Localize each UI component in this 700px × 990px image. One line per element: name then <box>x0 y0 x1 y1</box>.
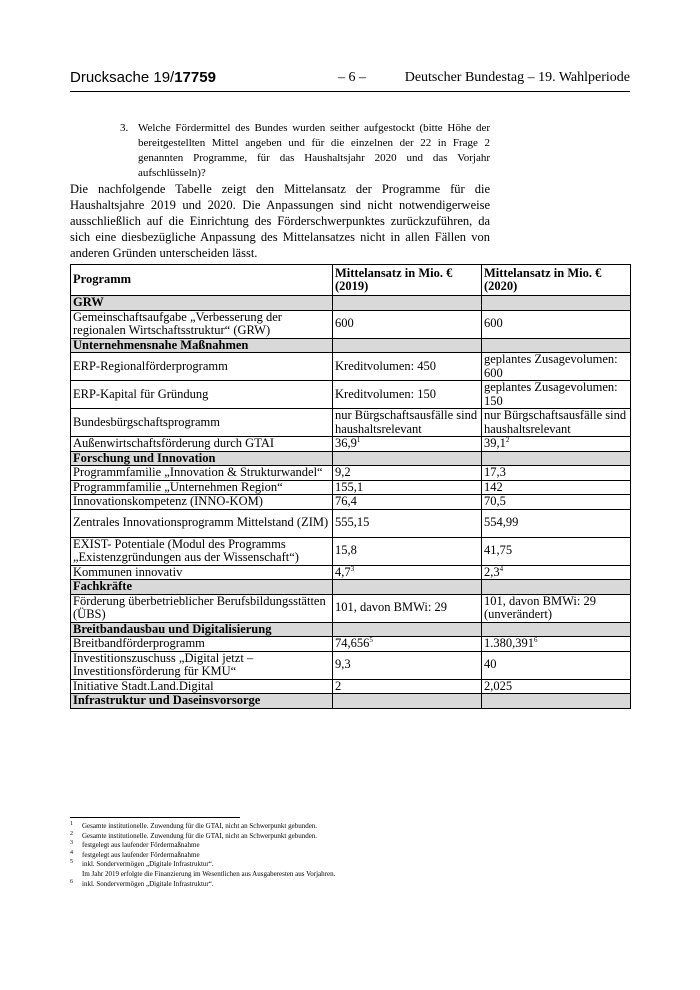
value-cell-2020 <box>482 537 631 565</box>
value-cell-2020 <box>482 565 631 580</box>
value-cell-2020 <box>482 651 631 679</box>
value-2020: 101, davon BMWi: 29 (unverändert) <box>484 593 596 621</box>
footnote-text: festgelegt aus laufender Fördermaßnahme <box>82 850 200 859</box>
section-row <box>71 580 631 595</box>
footnote-text: Gesamte institutionelle. Zuwendung für die GTAI, nicht an Schwerpunkt gebunden. <box>82 822 318 830</box>
value-cell-2020 <box>482 381 631 409</box>
value-cell-2019 <box>333 651 482 679</box>
question-text: Welche Fördermittel des Bundes wurden seither aufgestockt (bitte Höhe der bereitgestellten Mittel angeben und für die einzelnen der 22 in Frage 2 genannten Programme, für das Haushaltsjahr 2020 und das Vorjahr aufschlüsseln)? <box>138 122 490 179</box>
section-row <box>71 296 631 311</box>
value-cell-2020 <box>482 637 631 652</box>
value-cell-2019 <box>333 537 482 565</box>
value-2019: 4,7 <box>335 564 351 579</box>
value-2019: 155,1 <box>335 479 364 494</box>
value-cell-2020 <box>482 466 631 481</box>
table-row <box>71 637 631 652</box>
value-cell-2020 <box>482 495 631 510</box>
value-cell-2020 <box>482 409 631 437</box>
footnote-text: inkl. Sondervermögen „Digitale Infrastruktur“. <box>82 860 214 869</box>
footnote-mark: 1 <box>70 821 73 827</box>
value-cell-2019 <box>333 679 482 694</box>
footnote-continuation: Im Jahr 2019 erfolgte die Finanzierung im Wesentlichen aus Ausgaberesten aus Vorjahren. <box>82 869 336 878</box>
value-2019: Kreditvolumen: 150 <box>335 386 437 401</box>
program-cell: ERP-Regionalförderprogramm <box>71 353 333 381</box>
table-row <box>71 509 631 537</box>
footnote <box>70 832 630 842</box>
footnote <box>70 880 630 890</box>
value-2019: Kreditvolumen: 450 <box>335 358 437 373</box>
intro-paragraph: Die nachfolgende Tabelle zeigt den Mittelansatz der Programme für die Haushaltsjahre 2019 und 2020. Die Anpassungen sind nicht notwendigerweise ausschließlich auf die Einrichtung des Förderschwerpunktes zurückzuführen, da sich eine diesbezügliche Anpassung des Mittelansatzes nicht in allen Fällen von anderen Gründen unterscheiden lässt. <box>70 182 490 260</box>
program-cell: Zentrales Innovationsprogramm Mittelstand (ZIM) <box>71 509 333 537</box>
question-number: 3. <box>120 122 129 134</box>
footnote-text: festgelegt aus laufender Fördermaßnahme <box>82 841 200 850</box>
value-cell-2019 <box>333 437 482 452</box>
header-2019: Mittelansatz in Mio. € (2019) <box>333 265 482 296</box>
value-2019: 600 <box>335 316 354 331</box>
value-2020: 70,5 <box>484 494 506 508</box>
header-program: Programm <box>71 265 333 296</box>
empty-cell <box>333 338 482 353</box>
page-number: – 6 – <box>338 70 366 85</box>
table-row <box>71 679 631 694</box>
value-2019: 9,3 <box>335 657 351 672</box>
program-cell: Förderung überbetrieblicher Berufsbildungsstätten (ÜBS) <box>71 594 333 622</box>
footnote-mark: 5 <box>70 859 73 866</box>
value-2020: nur Bürgschaftsausfälle sind haushaltsrelevant <box>484 408 627 436</box>
table-row <box>71 594 631 622</box>
value-cell-2019 <box>333 381 482 409</box>
footnote-mark: 3 <box>70 840 73 847</box>
program-cell: Programmfamilie „Innovation & Strukturwandel“ <box>71 466 333 481</box>
value-2019: 101, davon BMWi: 29 <box>335 600 447 615</box>
value-2020: 1.380,391 <box>484 636 534 650</box>
section-row <box>71 451 631 466</box>
empty-cell <box>333 580 482 595</box>
value-cell-2020 <box>482 353 631 381</box>
footnote-rule <box>70 817 240 818</box>
footnote-ref: 5 <box>369 636 373 644</box>
section-title: Unternehmensnahe Maßnahmen <box>71 338 333 353</box>
value-cell-2019 <box>333 565 482 580</box>
value-cell-2019 <box>333 509 482 537</box>
footnote-mark: 4 <box>70 849 73 856</box>
empty-cell <box>482 580 631 595</box>
section-title: Infrastruktur und Daseinsvorsorge <box>71 694 333 709</box>
empty-cell <box>482 694 631 709</box>
empty-cell <box>482 622 631 637</box>
table-body <box>71 296 631 709</box>
footnote-ref: 1 <box>356 436 361 444</box>
value-cell-2020 <box>482 509 631 537</box>
value-cell-2019 <box>333 466 482 481</box>
table-row <box>71 353 631 381</box>
value-2020: 17,3 <box>484 465 506 479</box>
table-row <box>71 651 631 679</box>
table-row <box>71 466 631 481</box>
value-2020: 142 <box>484 479 503 494</box>
value-cell-2019 <box>333 495 482 510</box>
footnote-ref: 2 <box>505 436 510 444</box>
value-2019: nur Bürgschaftsausfälle sind haushaltsrelevant <box>335 408 478 436</box>
value-cell-2019 <box>333 637 482 652</box>
program-cell: Investitionszuschuss „Digital jetzt – Investitionsförderung für KMU“ <box>71 651 333 679</box>
footnote-ref: 4 <box>499 564 504 573</box>
value-2020: 39,1 <box>484 436 506 450</box>
value-cell-2020 <box>482 437 631 452</box>
footnote <box>70 822 630 832</box>
value-2019: 76,4 <box>335 494 357 508</box>
empty-cell <box>333 694 482 709</box>
value-cell-2020 <box>482 310 631 338</box>
value-cell-2019 <box>333 310 482 338</box>
table-row <box>71 437 631 452</box>
value-2020: 40 <box>484 657 497 672</box>
document-number: Drucksache 19/17759 <box>70 69 216 86</box>
section-row <box>71 694 631 709</box>
section-title: Breitbandausbau und Digitalisierung <box>71 622 333 637</box>
table-row <box>71 409 631 437</box>
program-cell: Breitbandförderprogramm <box>71 637 333 652</box>
section-row <box>71 338 631 353</box>
program-cell: Kommunen innovativ <box>71 565 333 580</box>
value-cell-2019 <box>333 594 482 622</box>
program-cell: Außenwirtschaftsförderung durch GTAI <box>71 437 333 452</box>
empty-cell <box>333 622 482 637</box>
value-cell-2019 <box>333 353 482 381</box>
value-cell-2020 <box>482 594 631 622</box>
program-cell: Gemeinschaftsaufgabe „Verbesserung der regionalen Wirtschaftsstruktur“ (GRW) <box>71 310 333 338</box>
empty-cell <box>482 296 631 311</box>
section-title: Fachkräfte <box>71 580 333 595</box>
value-2019: 15,8 <box>335 543 357 558</box>
empty-cell <box>482 451 631 466</box>
footnote-ref: 3 <box>350 564 355 573</box>
program-cell: EXIST- Potentiale (Modul des Programms „Existenzgründungen aus der Wissenschaft“) <box>71 537 333 565</box>
value-cell-2019 <box>333 409 482 437</box>
program-cell: Programmfamilie „Unternehmen Region“ <box>71 480 333 495</box>
empty-cell <box>333 296 482 311</box>
program-cell: Innovationskompetenz (INNO-KOM) <box>71 495 333 510</box>
footnote-ref: 6 <box>534 636 538 644</box>
table-header-row <box>71 265 631 296</box>
table-row <box>71 537 631 565</box>
footnote-mark: 6 <box>70 878 73 885</box>
table-row <box>71 565 631 580</box>
footnote-text: Gesamte institutionelle. Zuwendung für die GTAI, nicht an Schwerpunkt gebunden. <box>82 831 318 840</box>
header-rule <box>70 91 630 92</box>
table-row <box>71 480 631 495</box>
footnote <box>70 851 630 861</box>
value-cell-2020 <box>482 480 631 495</box>
program-cell: Bundesbürgschaftsprogramm <box>71 409 333 437</box>
page-header <box>70 69 630 91</box>
program-cell: Initiative Stadt.Land.Digital <box>71 679 333 694</box>
footnote-mark: 2 <box>70 830 73 837</box>
program-cell: ERP-Kapital für Gründung <box>71 381 333 409</box>
value-cell-2019 <box>333 480 482 495</box>
footnote-text: inkl. Sondervermögen „Digitale Infrastruktur“. <box>82 879 214 888</box>
value-2020: geplantes Zusagevolumen: 600 <box>484 352 618 380</box>
value-2020: 600 <box>484 316 503 331</box>
table-row <box>71 381 631 409</box>
value-2019: 9,2 <box>335 465 351 479</box>
value-2020: 554,99 <box>484 515 519 530</box>
section-row <box>71 622 631 637</box>
value-2019: 36,9 <box>335 436 357 450</box>
section-title: GRW <box>71 296 333 311</box>
value-2020: 41,75 <box>484 543 513 558</box>
header-2020: Mittelansatz in Mio. € (2020) <box>482 265 631 296</box>
institution-label: Deutscher Bundestag – 19. Wahlperiode <box>404 70 630 85</box>
table-row <box>71 310 631 338</box>
value-2019: 2 <box>335 678 342 693</box>
funding-table <box>70 264 631 709</box>
value-cell-2020 <box>482 679 631 694</box>
value-2019: 555,15 <box>335 515 370 530</box>
question-block <box>120 121 490 181</box>
empty-cell <box>482 338 631 353</box>
value-2020: geplantes Zusagevolumen: 150 <box>484 380 618 408</box>
value-2020: 2,3 <box>484 564 500 579</box>
empty-cell <box>333 451 482 466</box>
section-title: Forschung und Innovation <box>71 451 333 466</box>
footnotes <box>70 822 630 889</box>
value-2020: 2,025 <box>484 678 513 693</box>
footnote <box>70 860 630 870</box>
value-2019: 74,656 <box>335 636 370 650</box>
table-row <box>71 495 631 510</box>
footnote <box>70 841 630 851</box>
